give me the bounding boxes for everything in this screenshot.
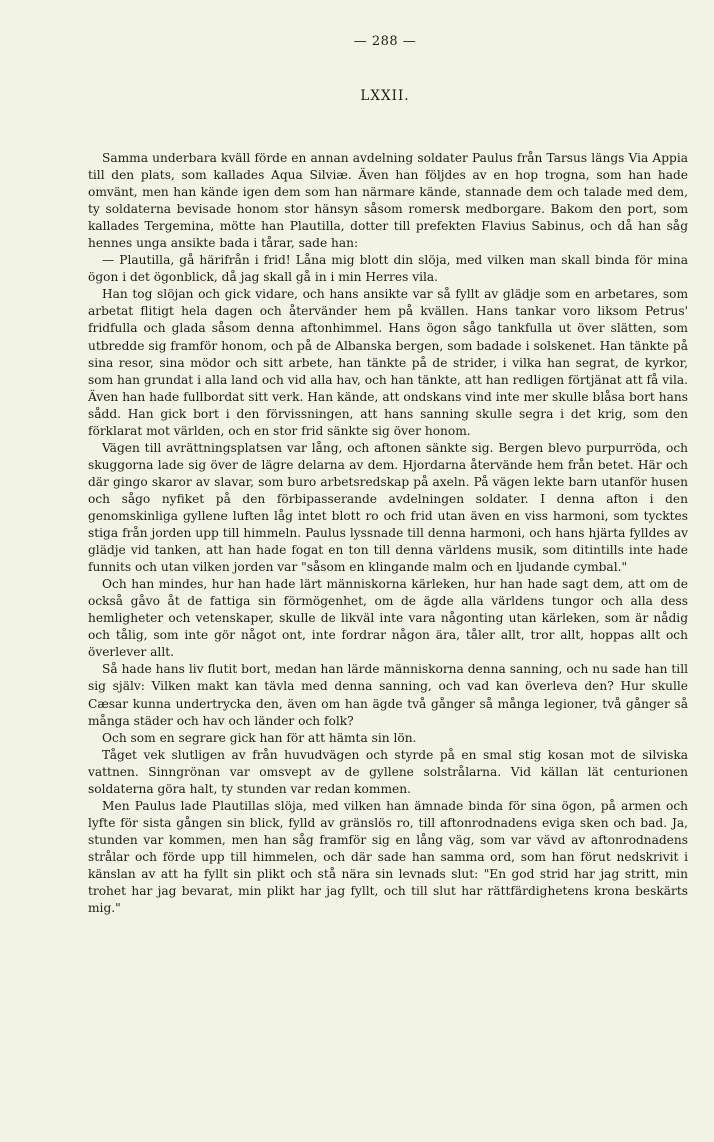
page-number: — 288 — [353,34,417,49]
paragraph: Samma underbara kväll förde en annan avdelning soldater Paulus från Tarsus längs Via Appia till den plats, som kallades Aqua Silviæ. Även han följdes av en hop trogna, som han hade omvänt, men han kände igen dem som han närmare kände, stannade dem och talade med dem, ty soldaterna bevisade honom stor hänsyn såsom romersk medborgare. Bakom den port, som kallades Tergemina, mötte han Plautilla, dotter till prefekten Flavius Sabinus, och då han såg hennes unga ansikte bada i tårar, sade han: [88,151,688,251]
paragraph: Så hade hans liv flutit bort, medan han lärde människorna denna sanning, och nu sade han till sig själv: Vilken makt kan tävla med denna sanning, och vad kan överleva den? Hur skulle Cæsar kunna undertrycka den, även om han ägde två gånger så många legioner, två gånger så många städer och hav och länder och folk? [88,662,688,728]
paragraph: Vägen till avrättningsplatsen var lång, och aftonen sänkte sig. Bergen blevo purpurröda, och skuggorna lade sig över de lägre delarna av dem. Hjordarna återvände hem från betet. Här och där gingo skaror av slavar, som buro arbetsredskap på axeln. På vägen lekte barn utanför husen och sågo nyfiket på den förbipasserande avdelningen soldater. I denna afton i den genomskinliga gyllene luften låg intet blott ro och frid utan även en viss harmoni, som tycktes stiga från jorden upp till himmeln. Paulus lyssnade till denna harmoni, och hans hjärta fylldes av glädje vid tanken, att han hade fogat en ton till denna världens musik, som ditintills inte hade funnits och utan vilken jorden var "såsom en klingande malm och en ljudande cymbal." [88,440,688,575]
chapter-body [88,150,688,917]
paragraph: — Plautilla, gå härifrån i frid! Låna mig blott din slöja, med vilken man skall binda för mina ögon i det ögonblick, då jag skall gå in i min Herres vila. [88,253,688,285]
paragraph: Och som en segrare gick han för att hämta sin lön. [102,730,417,745]
paragraph: Tåget vek slutligen av från huvudvägen och styrde på en smal stig kosan mot de silviska vattnen. Sinngrönan var omsvept av de gyllene solstrålarna. Vid källan lät centurionen soldaterna göra halt, ty stunden var redan kommen. [88,747,688,796]
chapter-title: LXXII. [360,88,410,104]
paragraph: Men Paulus lade Plautillas slöja, med vilken han ämnade binda för sina ögon, på armen och lyfte för sista gången sin blick, fylld av gränslös ro, till aftonrodnadens eviga sken och bad. Ja, stunden var kommen, men han såg framför sig en lång väg, som var vävd av aftonrodnadens strålar och förde upp till himmelen, och där sade han samma ord, som han förut nedskrivit i känslan av att ha fyllt sin plikt och stå nära sin levnads slut: "En god strid har jag stritt, min trohet har jag bevarat, min plikt har jag fyllt, och till slut har rättfärdighetens krona beskärts mig." [88,798,688,916]
paragraph: Han tog slöjan och gick vidare, och hans ansikte var så fyllt av glädje som en arbetares, som arbetat flitigt hela dagen och återvänder hem på kvällen. Hans tankar voro liksom Petrus' fridfulla och glada såsom denna aftonhimmel. Hans ögon sågo tankfulla ut över slätten, som utbredde sig framför honom, och på de Albanska bergen, som badade i solskenet. Han tänkte på sina resor, sina mödor och sitt arbete, han tänkte på de strider, i vilka han segrat, de kyrkor, som han grundat i alla land och vid alla hav, och han tänkte, att han redligen förtjänat att få vila. Även han hade fullbordat sitt verk. Han kände, att ondskans vind inte mer skulle blåsa bort hans sådd. Han gick bort i den förvissningen, att hans sanning skulle segra i det krig, som den förklarat mot världen, och en stor frid sänkte sig över honom. [88,287,688,438]
paragraph: Och han mindes, hur han hade lärt människorna kärleken, hur han hade sagt dem, att om de också gåvo åt de fattiga sin förmögenhet, om de ägde alla världens tungor och alla dess hemligheter och vetenskaper, skulle de likväl inte vara någonting utan kärleken, som är nådig och tålig, som inte gör något ont, inte fordrar någon ära, tåler allt, tror allt, hoppas allt och överlever allt. [88,577,688,660]
